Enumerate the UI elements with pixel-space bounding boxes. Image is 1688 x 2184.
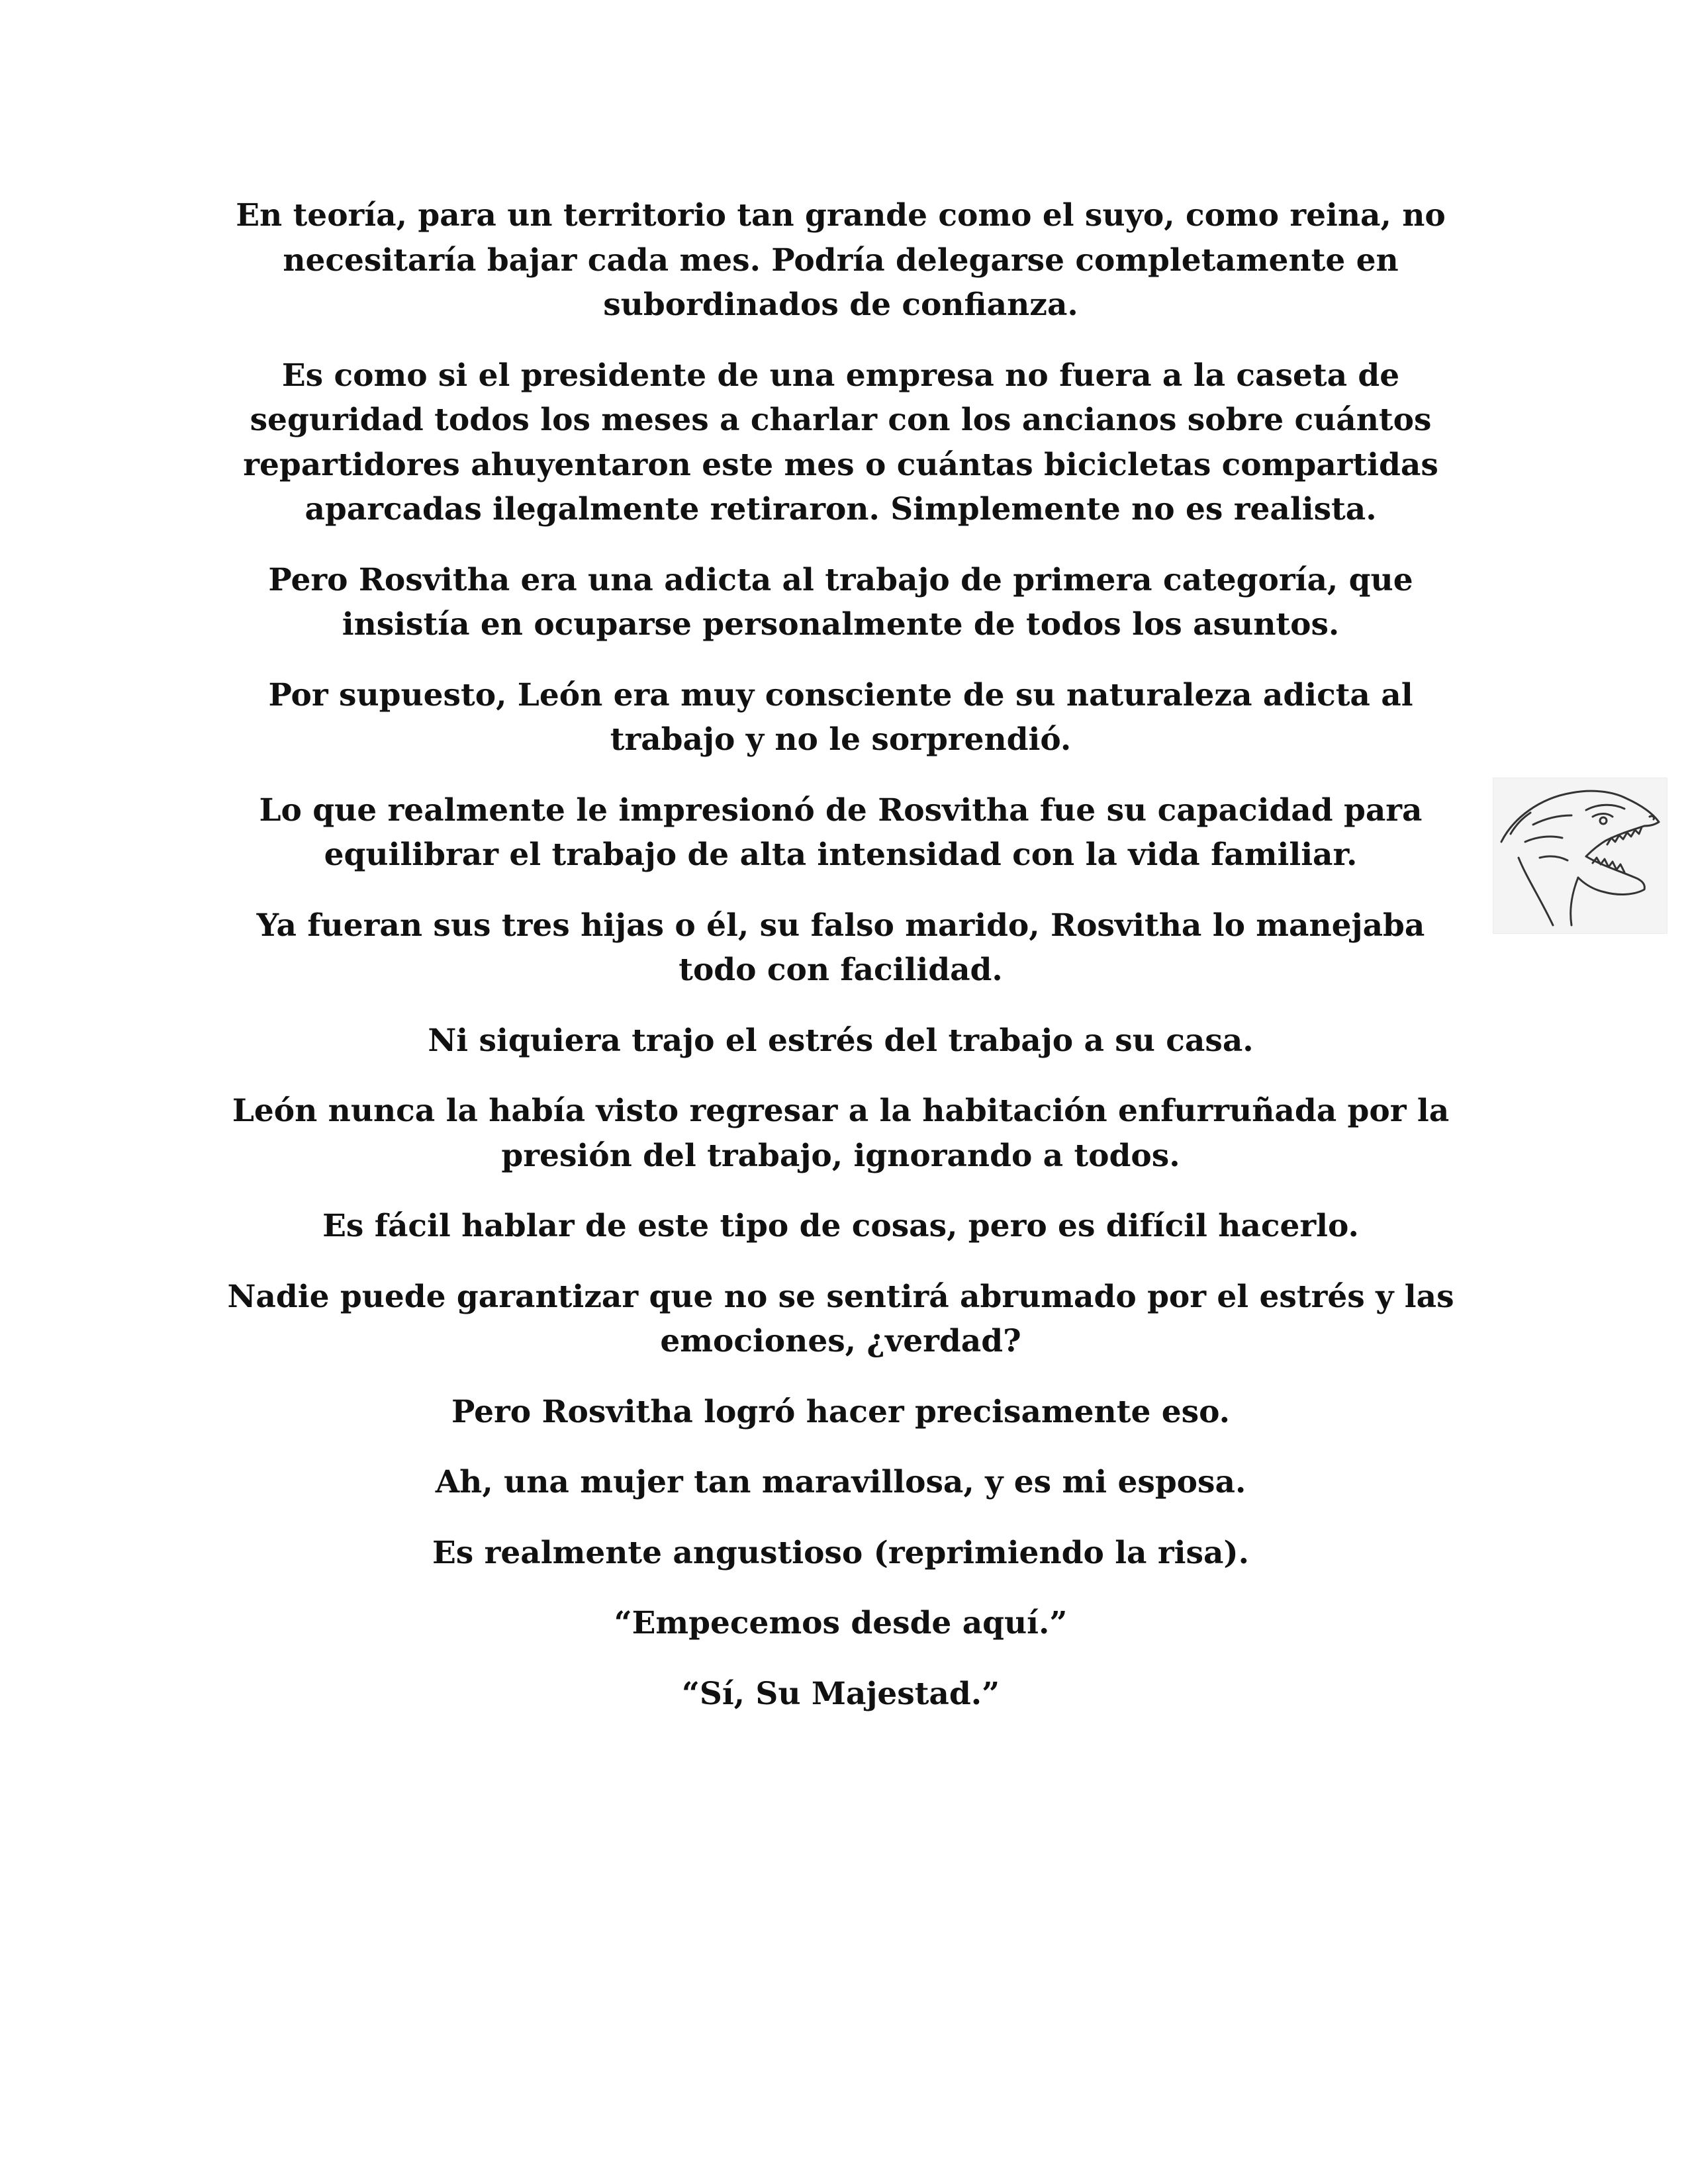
- quote-2: “Sí, Su Majestad.”: [681, 1675, 1000, 1712]
- paragraph-3: Pero Rosvitha era una adicta al trabajo de primera categoría, que insistía en ocuparse personalmente de todos los asuntos.: [268, 561, 1413, 643]
- paragraph-12: Ah, una mujer tan maravillosa, y es mi esposa.: [435, 1464, 1246, 1500]
- paragraph-11: Pero Rosvitha logró hacer precisamente eso.: [451, 1393, 1230, 1430]
- paragraph-8: León nunca la había visto regresar a la habitación enfurruñada por la presión del trabajo, ignorando a todos.: [232, 1093, 1450, 1174]
- quote-1: “Empecemos desde aquí.”: [614, 1605, 1068, 1641]
- paragraph-2: Es como si el presidente de una empresa no fuera a la caseta de seguridad todos los meses a charlar con los ancianos sobre cuántos repartidores ahuyentaron este mes o cuántas bicicletas compartidas aparcadas ilegalmente retiraron. Simplemente no es realista.: [243, 357, 1438, 527]
- paragraph-7: Ni siquiera trajo el estrés del trabajo a su casa.: [428, 1022, 1254, 1059]
- paragraph-9: Es fácil hablar de este tipo de cosas, pero es difícil hacerlo.: [322, 1208, 1359, 1244]
- paragraph-6: Ya fueran sus tres hijas o él, su falso marido, Rosvitha lo manejaba todo con facilidad.: [256, 907, 1425, 988]
- dinosaur-head-sketch-icon: [1493, 778, 1667, 934]
- body-text: [218, 193, 1463, 1742]
- paragraph-5: Lo que realmente le impresionó de Rosvitha fue su capacidad para equilibrar el trabajo de alta intensidad con la vida familiar.: [259, 792, 1423, 873]
- paragraph-10: Nadie puede garantizar que no se sentirá abrumado por el estrés y las emociones, ¿verdad?: [227, 1278, 1454, 1359]
- paragraph-1: En teoría, para un territorio tan grande como el suyo, como reina, no necesitaría bajar cada mes. Podría delegarse completamente en subordinados de confianza.: [236, 197, 1446, 323]
- paragraph-13: Es realmente angustioso (reprimiendo la risa).: [432, 1534, 1250, 1571]
- paragraph-4: Por supuesto, León era muy consciente de su naturaleza adicta al trabajo y no le sorprendió.: [268, 676, 1413, 758]
